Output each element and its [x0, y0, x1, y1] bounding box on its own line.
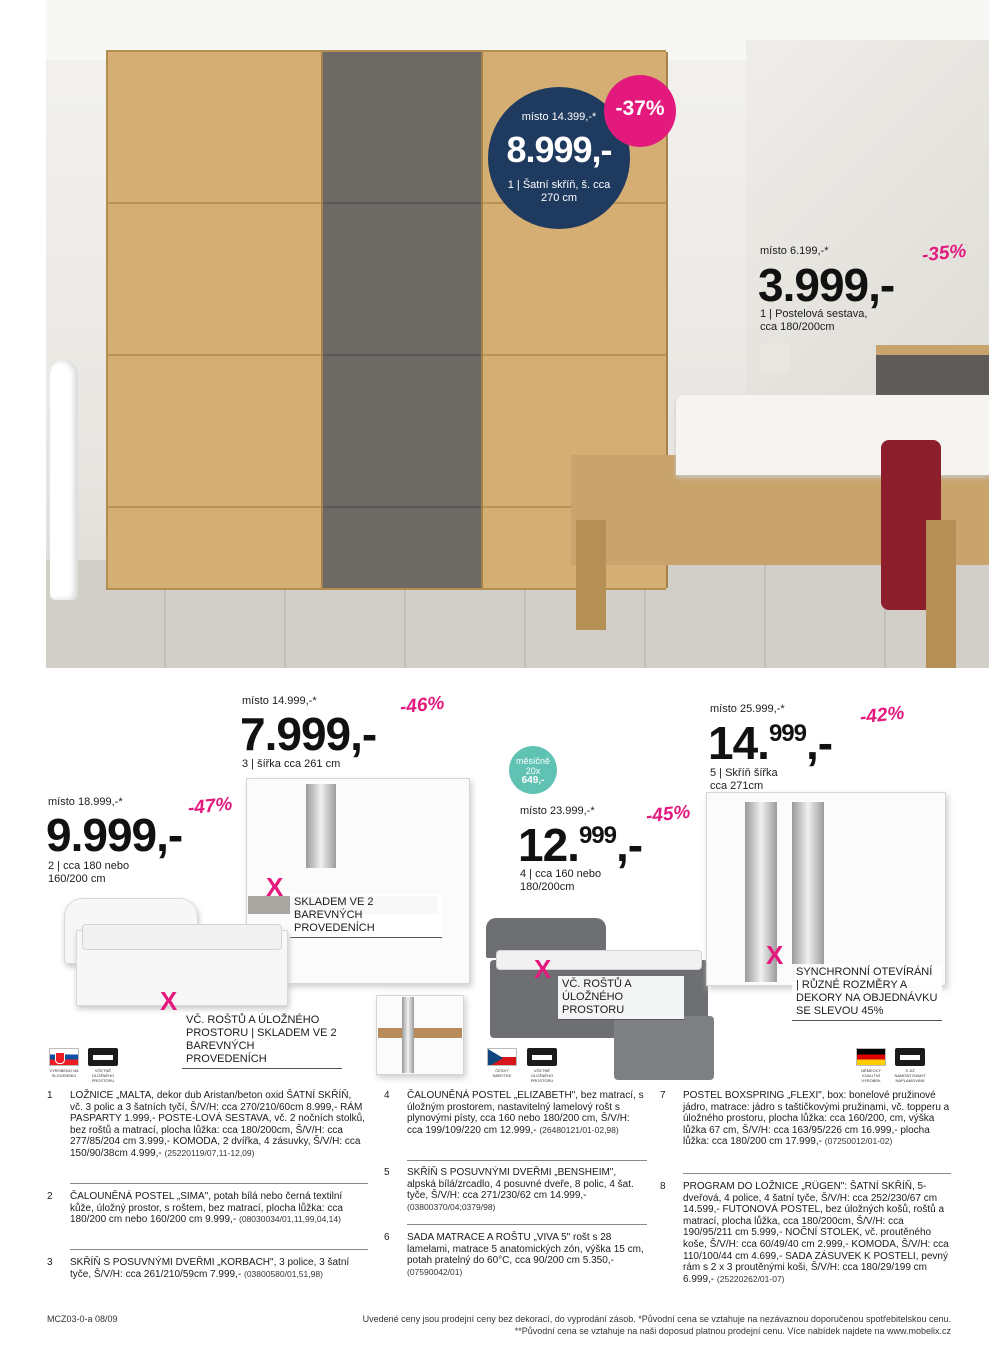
badge-label: VČETNĚ ÚLOŽNÉHO PROSTORU — [530, 1068, 554, 1083]
item-number: 7 — [660, 1090, 666, 1101]
bensheim-mirror — [402, 997, 414, 1073]
german-flag-icon — [856, 1048, 886, 1066]
item-description: ČALOUNĚNÁ POSTEL „SIMA", potah bílá nebo černá textilní kůže, úložný prostor, s roštem, bez matrací, plocha lůžka: cca 180/200 cm nebo 160/200 cm 9.999,- — [70, 1191, 343, 1226]
monthly-payment-badge — [509, 746, 557, 794]
wardrobe-door-oak-left — [108, 52, 323, 588]
bensheim-oak-strip — [378, 1028, 462, 1038]
badge-label: S JIŽ NAMONTOVANÝ NAPLAMOVÁNÍ — [894, 1068, 926, 1083]
item-description: LOŽNICE „MALTA, dekor dub Aristan/beton oxid ŠATNÍ SKŘÍŇ, vč. 3 polic a 3 šatních tyčí, Š/V/H: cca 270/210/60cm 8.999,- RÁM PASPARTY 1.999,- POSTE-LOVÁ SESTAVA, vč. 2 nočních stolků, bez roštů a matrací, plocha lůžka: cca 180/200cm, Š/V/H: cca 277/85/204 cm 3.999,- KOMODA, 2 dvířka, 4 zásuvky, Š/V/H: cca 150/90/38cm 4.999,- — [70, 1090, 365, 1159]
badge-label: VČETNĚ ÚLOŽNÉHO PROSTORU — [91, 1068, 115, 1083]
korbach-note: SKLADEM VE 2 BAREVNÝCH PROVEDENÍCH — [290, 894, 442, 938]
elizabeth-desc-line1: 4 | cca 160 nebo — [520, 868, 602, 880]
divider — [407, 1160, 647, 1161]
monthly-label: měsíčně — [515, 756, 550, 766]
slovakia-flag-icon — [49, 1048, 79, 1066]
flexi-wardrobe-image — [706, 792, 946, 986]
footer-disclaimer-1: Uvedené ceny jsou prodejní ceny bez dekorací, do vyprodání zásob. *Původní cena se vztahuje na nezávaznou doporučenou spotřebitelskou cenu. — [362, 1314, 951, 1324]
divider — [70, 1183, 368, 1184]
elizabeth-open-storage-image — [614, 1016, 714, 1080]
item-text — [70, 1257, 366, 1280]
flexi-price — [708, 716, 832, 770]
badge-czech-furniture — [486, 1048, 518, 1078]
hero-bed-desc-line2: cca 180/200cm — [760, 321, 835, 333]
table-lamp — [760, 343, 790, 373]
elizabeth-mattress — [496, 950, 702, 970]
elizabeth-note: VČ. ROŠTŮ A ÚLOŽNÉHO PROSTORU — [558, 976, 684, 1020]
flexi-desc-line2: cca 271cm — [710, 780, 764, 792]
item-text — [70, 1191, 366, 1226]
flexi-price-main: 14. — [708, 717, 769, 769]
item-code: (03800370/04;0379/98) — [407, 1201, 496, 1212]
item-text — [683, 1181, 951, 1285]
item-text — [407, 1090, 647, 1136]
flexi-note: SYNCHRONNÍ OTEVÍRÁNÍ | RŮZNÉ ROZMĚRY A DEKORY NA OBJEDNÁVKU SE SLEVOU 45% — [792, 964, 942, 1021]
sima-x-mark: X — [160, 986, 178, 1016]
wardrobe-door-concrete — [323, 52, 483, 588]
korbach-mirror — [306, 784, 336, 868]
sima-desc-line1: 2 | cca 180 nebo — [48, 860, 130, 872]
footer-disclaimer-2: **Původní cena se vztahuje na naši doposud platnou prodejní cenu. Více nabídek najdete na www.mobelix.cz — [514, 1326, 951, 1336]
item-description: SKŘÍŇ S POSUVNÝMI DVEŘMI „KORBACH", 3 police, 3 šatní tyče, Š/V/H: cca 261/210/59cm 7.999,- — [70, 1257, 350, 1280]
korbach-desc: 3 | šířka cca 261 cm — [242, 758, 341, 770]
elizabeth-price-tail: ,- — [616, 819, 643, 871]
divider — [70, 1249, 368, 1250]
korbach-discount: -46% — [398, 692, 446, 719]
item-number: 8 — [660, 1181, 666, 1192]
wardrobe-discount-badge: -37% — [604, 75, 676, 147]
item-description: PROGRAM DO LOŽNICE „RÜGEN": ŠATNÍ SKŘÍŇ, 5-dveřová, 4 police, 4 šatní tyče, Š/V/H: cca 252/230/67 cm 14.599,- FUTONOVÁ POSTEL, bez úložných košů, roštů a matrací, plocha lůžka, cca 180/200cm, Š/V/H: cca 190/95/211 cm 5.999,- NOČNÍ STOLEK, vč. proutěného koše, Š/V/H: cca 60/49/40 cm 2.999,- KOMODA, Š/V/H: cca 110/100/44 cm 4.699,- SADA ZÁSUVEK K POSTELI, pevný rám s 2 x 3 proutěnými koši, Š/V/H: cca 180/29/199 cm 6.999,- — [683, 1181, 949, 1285]
elizabeth-was-price: místo 23.999,-* — [520, 805, 595, 817]
czech-flag-icon — [487, 1048, 517, 1066]
korbach-x-mark: X — [266, 872, 284, 902]
hero-bed-leg — [926, 520, 956, 668]
elizabeth-x-mark: X — [534, 954, 552, 984]
item-description: ČALOUNĚNÁ POSTEL „ELIZABETH", bez matrací, s úložným prostorem, nastavitelný lamelový rošt s plynovými písty, cca 160 nebo 180/200 cm, Š/V/H: cca 199/109/220 cm 12.999,- — [407, 1090, 644, 1136]
item-text — [407, 1232, 647, 1278]
item-number: 6 — [384, 1232, 390, 1243]
item-description: SKŘÍŇ S POSUVNÝMI DVEŘMI „BENSHEIM", alpská bílá/zrcadlo, 4 posuvné dveře, 8 polic, 4 šat. tyče, Š/V/H: cca 271/230/62 cm 14.999,- — [407, 1167, 634, 1202]
elizabeth-price — [518, 818, 642, 872]
badge-made-in-slovakia — [48, 1048, 80, 1078]
item-text — [683, 1090, 951, 1148]
badge-assembled — [894, 1048, 926, 1083]
item-text — [70, 1090, 366, 1160]
divider — [683, 1173, 951, 1174]
vase-decoration — [50, 360, 78, 600]
hero-bed-was-price: místo 6.199,-* — [760, 245, 829, 257]
badge-german-quality — [855, 1048, 887, 1083]
elizabeth-desc-line2: 180/200cm — [520, 881, 575, 893]
flexi-was-price: místo 25.999,-* — [710, 703, 785, 715]
elizabeth-price-main: 12. — [518, 819, 579, 871]
sima-desc-line2: 160/200 cm — [48, 873, 106, 885]
item-description: SADA MATRACE A ROŠTU „VIVA 5" rošt s 28 lamelami, matrace 5 anatomických zón, výška 15 cm, potah pratelný do 60°C, cca 90/200 cm 5.350,- — [407, 1232, 644, 1267]
hero-bed-discount: -35% — [920, 240, 968, 267]
flexi-price-tail: ,- — [806, 717, 833, 769]
badge-storage-included — [526, 1048, 558, 1083]
item-code: (25220119/07,11-12,09) — [164, 1147, 255, 1158]
sima-was-price: místo 18.999,-* — [48, 796, 123, 808]
item-code: (25220262/01-07) — [716, 1273, 785, 1284]
badge-label: NĚMECKÝ KVALITNÍ VÝROBEK — [861, 1068, 881, 1083]
korbach-was-price: místo 14.999,-* — [242, 695, 317, 707]
wardrobe-desc: 1 | Šatní skříň, š. cca 270 cm — [507, 179, 611, 204]
item-number: 3 — [47, 1257, 53, 1268]
elizabeth-discount: -45% — [644, 801, 692, 828]
item-number: 2 — [47, 1191, 53, 1202]
korbach-price: 7.999,- — [240, 708, 377, 760]
hero-bed-desc-line1: 1 | Postelová sestava, — [760, 308, 868, 320]
sima-discount: -47% — [186, 793, 234, 820]
wardrobe-was-price: místo 14.399,-* — [521, 111, 597, 123]
badge-storage-included — [87, 1048, 119, 1083]
sima-note: VČ. ROŠTŮ A ÚLOŽNÉHO PROSTORU | SKLADEM VE 2 BAREVNÝCH PROVEDENÍCH — [182, 1012, 342, 1069]
item-code: (26480121/01-02,98) — [539, 1124, 619, 1135]
hero-bed-leg — [576, 520, 606, 630]
bed-storage-icon — [88, 1048, 118, 1066]
item-code: (03800580/01,51,98) — [243, 1268, 323, 1279]
sima-bed-mattress — [82, 924, 282, 950]
hero-bed-mattress — [676, 395, 989, 475]
item-code: (08030034/01,11,99,04,14) — [239, 1214, 341, 1225]
badge-label: VYROBENO NA SLOVENSKU — [49, 1068, 79, 1078]
elizabeth-price-sup: 999 — [578, 822, 616, 849]
item-number: 4 — [384, 1090, 390, 1101]
wardrobe-price: 8.999,- — [506, 129, 612, 170]
flexi-mirror-right — [792, 802, 824, 982]
flexi-x-mark: X — [766, 940, 784, 970]
sima-price: 9.999,- — [46, 809, 183, 861]
flexi-price-sup: 999 — [768, 720, 806, 747]
catalog-code: MCZ03-0-a 08/09 — [47, 1314, 118, 1324]
divider — [407, 1224, 647, 1225]
flexi-discount: -42% — [858, 702, 906, 729]
item-description: POSTEL BOXSPRING „FLEXI", box: bonelové pružinové jádro, matrace: jádro s taštičkovými pružinami, vč. topperu a úložného prostoru, plocha lůžka: cca 160/200, cm, výška lůžka 67 cm, Š/V/H: cca 163/95/226 cm 16.999,- plocha lůžka: cca 180/200 cm 17.999,- — [683, 1090, 950, 1148]
bed-frame-icon — [895, 1048, 925, 1066]
hero-bed-price: 3.999,- — [758, 259, 895, 311]
monthly-count: 20x — [525, 766, 541, 776]
monthly-amount: 649,- — [521, 775, 545, 786]
item-text — [407, 1167, 647, 1213]
badge-label: ČESKÝ NÁBYTEK — [492, 1068, 512, 1078]
bed-storage-icon — [527, 1048, 557, 1066]
item-number: 5 — [384, 1167, 390, 1178]
item-code: (07590042/01) — [407, 1266, 463, 1277]
flexi-desc-line1: 5 | Skříň šířka — [710, 767, 778, 779]
item-code: (07250012/01-02) — [824, 1136, 893, 1147]
item-number: 1 — [47, 1090, 53, 1101]
